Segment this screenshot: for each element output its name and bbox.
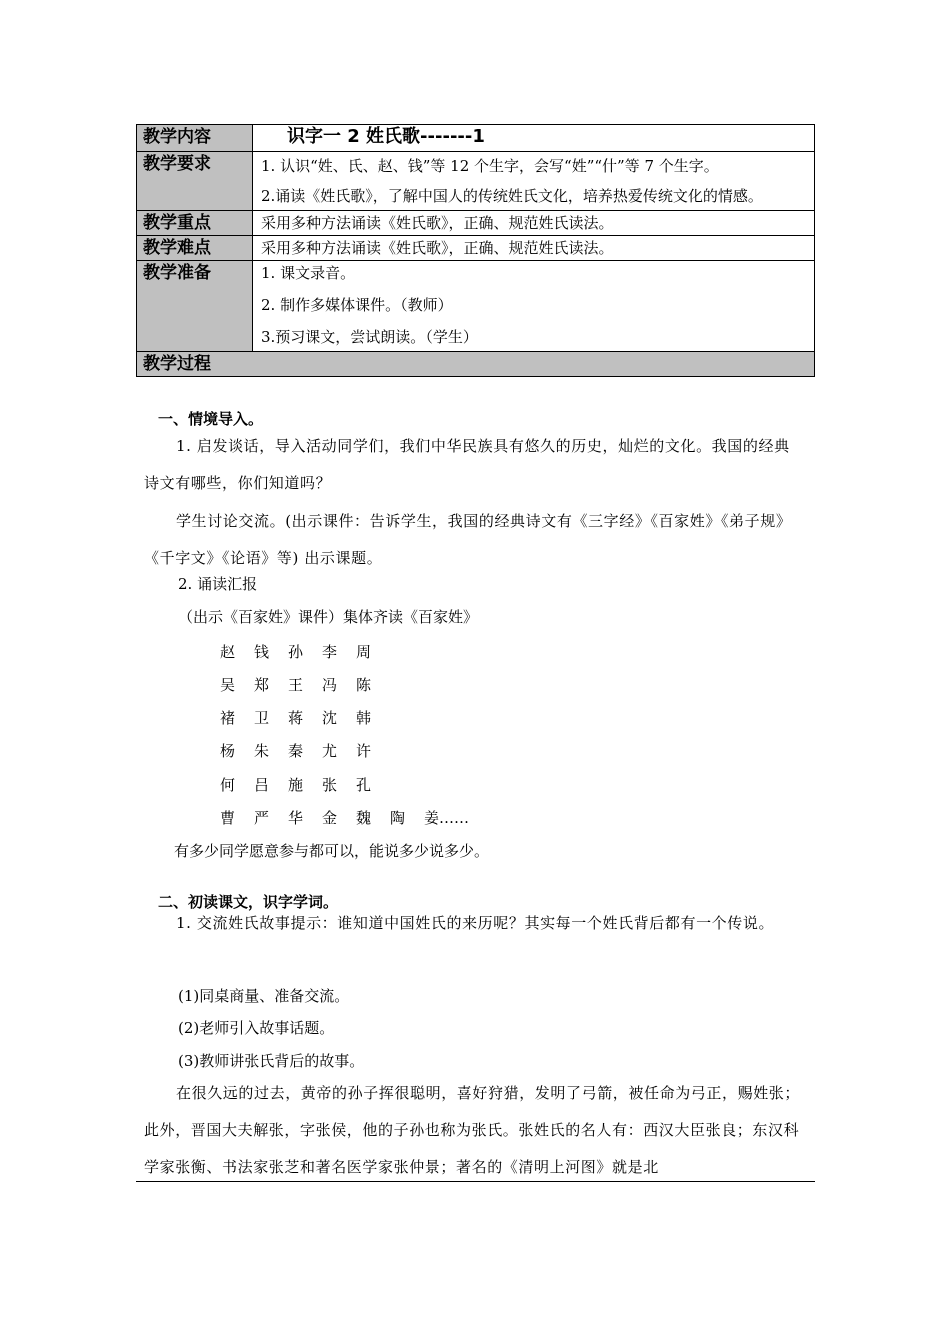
section2-step-1: (1)同桌商量、准备交流。 bbox=[178, 987, 350, 1005]
key-points-label: 教学重点 bbox=[137, 211, 253, 236]
process-label: 教学过程 bbox=[137, 352, 815, 377]
difficulties-text: 采用多种方法诵读《姓氏歌》，正确、规范姓氏读法。 bbox=[261, 239, 614, 257]
lesson-title: 识字一 2 姓氏歌-------1 bbox=[287, 126, 485, 147]
surname: 王 bbox=[288, 676, 304, 694]
surname: 李 bbox=[322, 643, 338, 661]
preparation-label: 教学准备 bbox=[137, 261, 253, 352]
section1-heading: 一、情境导入。 bbox=[158, 410, 264, 428]
content-label: 教学内容 bbox=[137, 125, 253, 152]
surname: 吴 bbox=[220, 676, 236, 694]
surname: 陈 bbox=[356, 676, 372, 694]
requirements-label: 教学要求 bbox=[137, 152, 253, 211]
row-difficulties bbox=[137, 236, 815, 261]
surname: 尤 bbox=[322, 742, 338, 760]
surname: 朱 bbox=[254, 742, 270, 760]
surname: 杨 bbox=[220, 742, 236, 760]
surname: 褚 bbox=[220, 709, 236, 727]
surname: 韩 bbox=[356, 709, 372, 727]
surname: 何 bbox=[220, 776, 236, 794]
section2-paragraph-1: 1. 交流姓氏故事提示：谁知道中国姓氏的来历呢？其实每一个姓氏背后都有一个传说。 bbox=[176, 914, 775, 932]
surname: 魏 bbox=[356, 809, 372, 827]
page-bottom-rule bbox=[136, 1181, 815, 1182]
surname: 吕 bbox=[254, 776, 270, 794]
surname-row bbox=[220, 707, 390, 728]
surname: 张 bbox=[322, 776, 338, 794]
surname: 赵 bbox=[220, 643, 236, 661]
surname-row bbox=[220, 774, 390, 795]
surname: 姜…… bbox=[424, 809, 470, 827]
surname: 郑 bbox=[254, 676, 270, 694]
preparation-item: 2. 制作多媒体课件。（教师） bbox=[261, 296, 453, 314]
surname-row bbox=[220, 641, 390, 662]
row-key-points bbox=[137, 211, 815, 236]
surname: 金 bbox=[322, 809, 338, 827]
surname: 沈 bbox=[322, 709, 338, 727]
row-process bbox=[137, 352, 815, 377]
difficulties-label: 教学难点 bbox=[137, 236, 253, 261]
key-points-text: 采用多种方法诵读《姓氏歌》，正确、规范姓氏读法。 bbox=[261, 214, 614, 232]
surname: 周 bbox=[356, 643, 372, 661]
section2-heading: 二、初读课文，识字学词。 bbox=[158, 893, 339, 911]
section2-step-3: (3)教师讲张氏背后的故事。 bbox=[178, 1052, 365, 1070]
section1-recite-instruction: （出示《百家姓》课件）集体齐读《百家姓》 bbox=[178, 608, 479, 626]
surname: 施 bbox=[288, 776, 304, 794]
preparation-item: 1. 课文录音。 bbox=[261, 264, 356, 282]
surname: 严 bbox=[254, 809, 270, 827]
section1-recite-heading: 2. 诵读汇报 bbox=[178, 575, 258, 593]
surname: 孔 bbox=[356, 776, 372, 794]
surname: 许 bbox=[356, 742, 372, 760]
surname: 钱 bbox=[254, 643, 270, 661]
section1-paragraph-1: 1. 启发谈话，导入活动同学们，我们中华民族具有悠久的历史，灿烂的文化。我国的经典诗文有哪些，你们知道吗？ bbox=[144, 437, 790, 492]
surname: 孙 bbox=[288, 643, 304, 661]
surname: 华 bbox=[288, 809, 304, 827]
row-preparation bbox=[137, 261, 815, 352]
surname: 冯 bbox=[322, 676, 338, 694]
surname: 卫 bbox=[254, 709, 270, 727]
section2-step-2: (2)老师引入故事话题。 bbox=[178, 1019, 335, 1037]
surname-row bbox=[220, 740, 390, 761]
lesson-plan-table bbox=[136, 124, 815, 377]
section2-story: 在很久远的过去，黄帝的孙子挥很聪明，喜好狩猎，发明了弓箭，被任命为弓正，赐姓张；此外，晋国大夫解张，字张侯，他的子孙也称为张氏。张姓氏的名人有：西汉大臣张良；东汉科学家张衡、书法家张芝和著名医学家张仲景；著名的《清明上河图》就是北 bbox=[144, 1084, 801, 1176]
row-requirements bbox=[137, 152, 815, 211]
surname: 曹 bbox=[220, 809, 236, 827]
section1-paragraph-2: 学生讨论交流。(出示课件：告诉学生，我国的经典诗文有《三字经》《百家姓》《弟子规》《千字文》《论语》等) 出示课题。 bbox=[144, 512, 792, 567]
row-content bbox=[137, 125, 815, 152]
requirement-1: 1. 认识“姓、氏、赵、钱”等 12 个生字，会写“姓”“什”等 7 个生字。 bbox=[261, 157, 719, 175]
surname-row bbox=[220, 674, 390, 695]
surname: 蒋 bbox=[288, 709, 304, 727]
surname: 陶 bbox=[390, 809, 406, 827]
section1-closing: 有多少同学愿意参与都可以，能说多少说多少。 bbox=[174, 842, 490, 860]
surname-row bbox=[220, 807, 469, 828]
requirement-2: 2.诵读《姓氏歌》，了解中国人的传统姓氏文化，培养热爱传统文化的情感。 bbox=[261, 187, 763, 205]
surname: 秦 bbox=[288, 742, 304, 760]
preparation-item: 3.预习课文，尝试朗读。（学生） bbox=[261, 328, 478, 346]
